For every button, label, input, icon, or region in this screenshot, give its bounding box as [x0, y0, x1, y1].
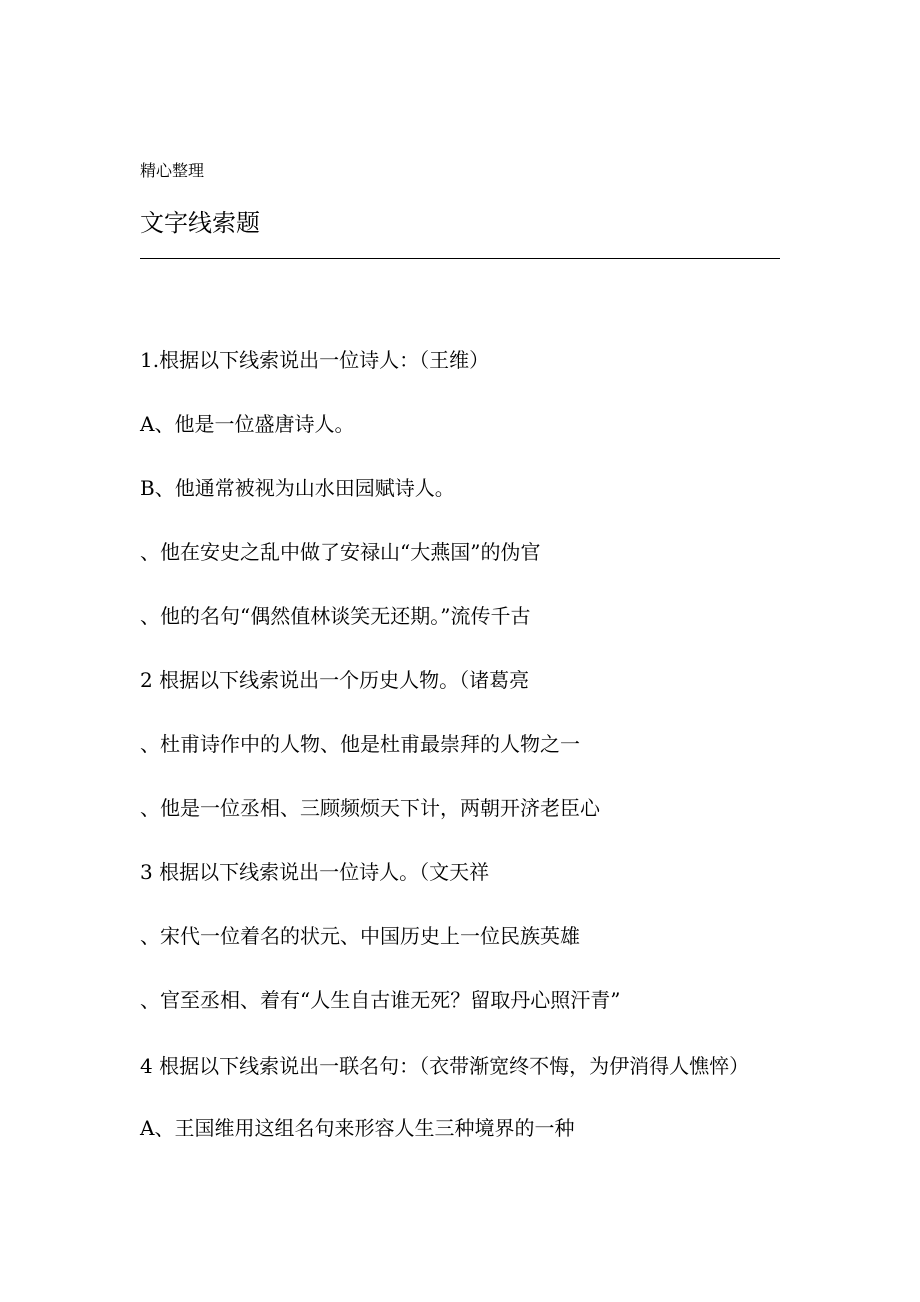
document-title: 文字线索题 [140, 209, 260, 237]
clue-3a: 、宋代一位着名的状元、中国历史上一位民族英雄 [140, 924, 580, 948]
document-body [140, 345, 780, 1177]
clue-2a: 、杜甫诗作中的人物、他是杜甫最崇拜的人物之一 [140, 732, 580, 756]
question-3: 3 根据以下线索说出一位诗人。（文天祥 [140, 860, 490, 884]
clue-1a: A、他是一位盛唐诗人。 [140, 412, 355, 436]
question-1: 1.根据以下线索说出一位诗人：（王维） [140, 348, 490, 372]
clue-1c: 、他在安史之乱中做了安禄山“大燕国”的伪官 [140, 540, 541, 564]
page-header: 精心整理 [140, 161, 205, 180]
clue-1b: B、他通常被视为山水田园赋诗人。 [140, 476, 455, 500]
title-divider [140, 258, 780, 259]
question-4: 4 根据以下线索说出一联名句：（衣带渐宽终不悔，为伊消得人憔悴） [140, 1054, 750, 1078]
clue-3b: 、官至丞相、着有“人生自古谁无死？留取丹心照汗青” [140, 988, 621, 1012]
clue-4a: A、王国维用这组名句来形容人生三种境界的一种 [140, 1116, 575, 1140]
clue-2b: 、他是一位丞相、三顾频烦天下计，两朝开济老臣心 [140, 796, 600, 820]
question-2: 2 根据以下线索说出一个历史人物。（诸葛亮 [140, 668, 530, 692]
clue-1d: 、他的名句“偶然值林谈笑无还期。”流传千古 [140, 604, 531, 628]
